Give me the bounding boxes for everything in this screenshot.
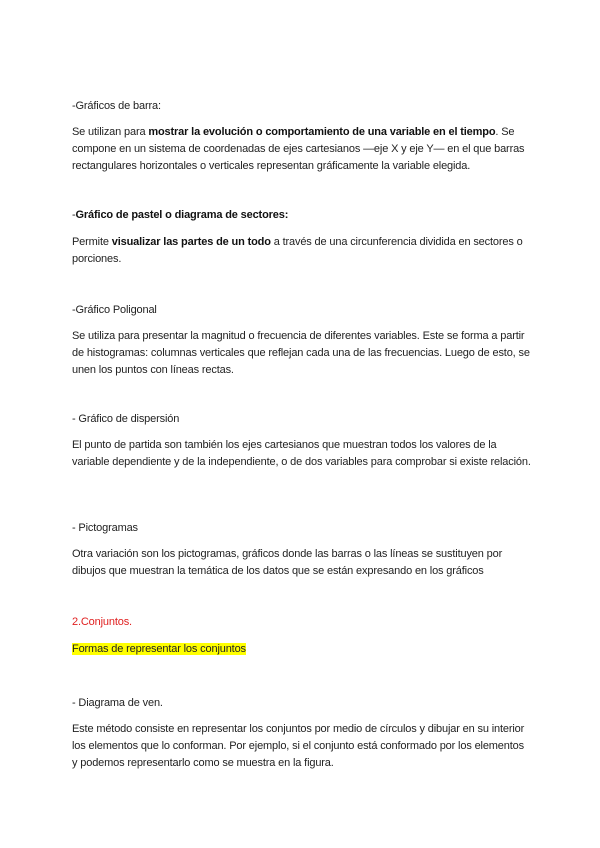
pictogram-paragraph: Otra variación son los pictogramas, gráficos donde las barras o las líneas se sustituyen por dibujos que muestran la temática de los datos que se están expresando en los gráficos [72, 548, 503, 577]
sets-highlighted-subheading: Formas de representar los conjuntos [72, 643, 246, 655]
bar-chart-paragraph [72, 124, 532, 175]
bar-chart-text-bold: mostrar la evolución o comportamiento de una variable en el tiempo [148, 126, 496, 138]
sets-heading: 2.Conjuntos. [72, 616, 132, 628]
pie-heading-dash: - [72, 209, 76, 221]
venn-paragraph: Este método consiste en representar los conjuntos por medio de círculos y dibujar en su interior los elementos que lo conforman. Por ejemplo, si el conjunto está conformado por los elementos y podemos representarlo como se muestra en la figura. [72, 723, 525, 769]
sets-subheading-line [72, 641, 532, 658]
scatter-chart-heading: - Gráfico de dispersión [72, 413, 180, 425]
bar-chart-text-post: . Se compone en un sistema de coordenadas de ejes cartesianos —eje X y eje Y— en el que barras rectangulares horizontales o verticales representan gráficamente la variable elegida. [72, 126, 525, 172]
pie-text-post: a través de una circunferencia dividida en sectores o porciones. [72, 236, 523, 265]
bar-chart-heading: -Gráficos de barra: [72, 100, 161, 112]
pie-heading-bold: Gráfico de pastel o diagrama de sectores: [75, 209, 289, 221]
scatter-chart-paragraph: El punto de partida son también los ejes cartesianos que muestran todos los valores de la variable dependiente y de la independiente, o de dos variables para comprobar si existe relación. [72, 439, 531, 468]
polygon-chart-paragraph: Se utiliza para presentar la magnitud o frecuencia de diferentes variables. Este se forma a partir de histogramas: columnas verticales que reflejan cada una de las frecuencias. Luego de esto, se unen los puntos con líneas rectas. [72, 330, 530, 376]
pictogram-heading: - Pictogramas [72, 522, 138, 534]
bar-chart-text-pre: Se utilizan para [72, 126, 149, 138]
pie-text-bold: visualizar las partes de un todo [111, 236, 271, 248]
pie-chart-paragraph [72, 234, 532, 268]
polygon-chart-heading: -Gráfico Poligonal [72, 304, 157, 316]
venn-heading: - Diagrama de ven. [72, 697, 163, 709]
pie-text-pre: Permite [72, 236, 112, 248]
pie-chart-heading [72, 207, 532, 224]
